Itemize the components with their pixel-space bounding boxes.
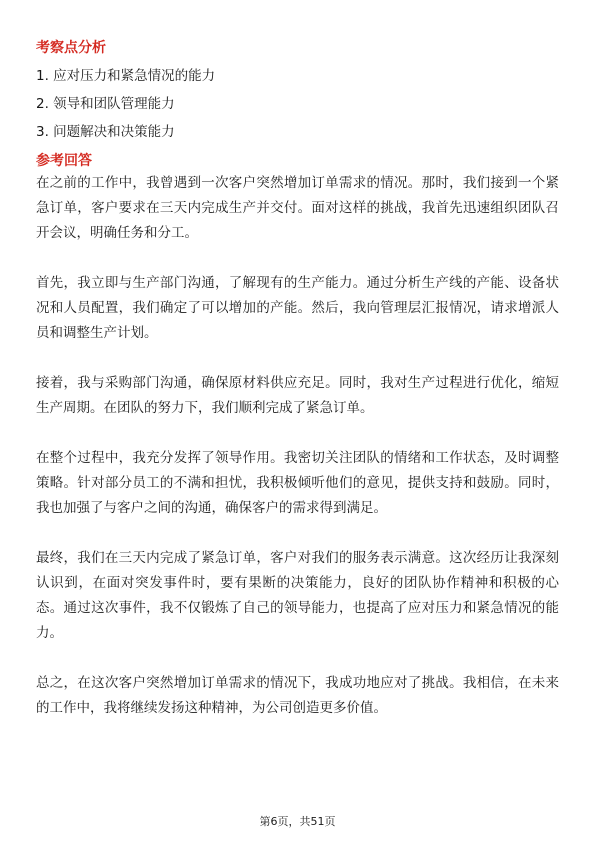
answer-paragraph-1: 在之前的工作中，我曾遇到一次客户突然增加订单需求的情况。那时，我们接到一个紧急订单，客户要求在三天内完成生产并交付。面对这样的挑战，我首先迅速组织团队召开会议，明确任务和分工。 [36, 175, 559, 241]
answer-paragraph-3: 接着，我与采购部门沟通，确保原材料供应充足。同时，我对生产过程进行优化，缩短生产周期。在团队的努力下，我们顺利完成了紧急订单。 [36, 375, 559, 416]
page-number: 第6页，共51页 [259, 815, 336, 828]
answer-body [36, 171, 559, 721]
analysis-item-1: 1. 应对压力和紧急情况的能力 [36, 68, 216, 84]
answer-title: 参考回答 [36, 153, 92, 169]
answer-paragraph-2: 首先，我立即与生产部门沟通，了解现有的生产能力。通过分析生产线的产能、设备状况和人员配置，我们确定了可以增加的产能。然后，我向管理层汇报情况，请求增派人员和调整生产计划。 [36, 275, 559, 341]
answer-paragraph-5: 最终，我们在三天内完成了紧急订单，客户对我们的服务表示满意。这次经历让我深刻认识到，在面对突发事件时，要有果断的决策能力，良好的团队协作精神和积极的心态。通过这次事件，我不仅锻炼了自己的领导能力，也提高了应对压力和紧急情况的能力。 [36, 550, 559, 641]
analysis-title: 考察点分析 [36, 40, 106, 56]
answer-paragraph-4: 在整个过程中，我充分发挥了领导作用。我密切关注团队的情绪和工作状态，及时调整策略。针对部分员工的不满和担忧，我积极倾听他们的意见，提供支持和鼓励。同时，我也加强了与客户之间的沟通，确保客户的需求得到满足。 [36, 450, 559, 516]
analysis-item-3: 3. 问题解决和决策能力 [36, 124, 175, 140]
analysis-list [36, 66, 559, 142]
answer-paragraph-6: 总之，在这次客户突然增加订单需求的情况下，我成功地应对了挑战。我相信，在未来的工作中，我将继续发扬这种精神，为公司创造更多价值。 [36, 675, 559, 716]
page-content [36, 38, 559, 721]
analysis-item-2: 2. 领导和团队管理能力 [36, 96, 175, 112]
